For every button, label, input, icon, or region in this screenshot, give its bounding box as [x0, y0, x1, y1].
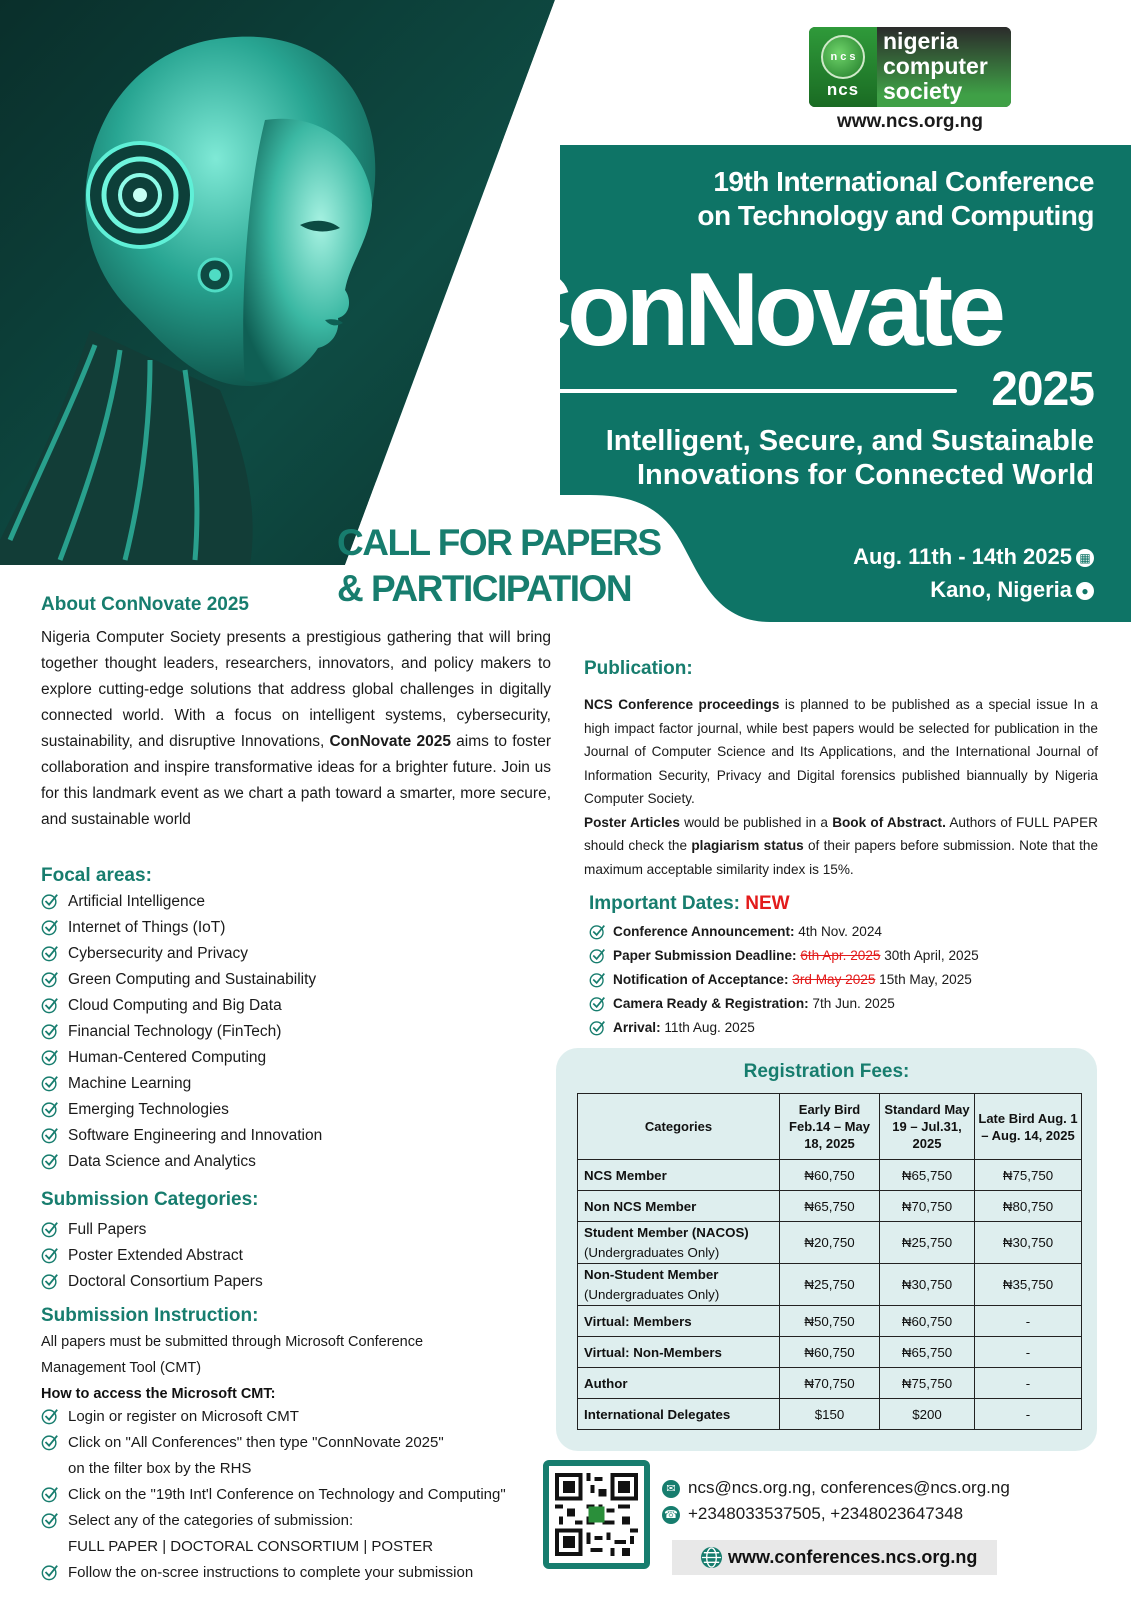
table-row — [578, 1368, 1082, 1399]
fee-early: $150 — [780, 1399, 880, 1430]
fee-category: NCS Member — [578, 1160, 780, 1191]
location-pin-icon: ● — [1076, 582, 1094, 600]
list-item — [41, 967, 322, 993]
connovate-wordmark: ConNovate — [497, 252, 1001, 368]
registration-fees-heading: Registration Fees: — [743, 1061, 910, 1082]
list-item — [41, 1430, 506, 1482]
conference-title-line2: on Technology and Computing — [697, 200, 1094, 231]
step-line1: Click on the "19th Int'l Conference on Technology and Computing" — [68, 1486, 506, 1503]
table-row — [578, 1337, 1082, 1368]
list-item — [41, 1123, 322, 1149]
list-item — [41, 1097, 322, 1123]
date-value: 11th Aug. 2025 — [660, 1020, 755, 1035]
date-label: Camera Ready & Registration: — [613, 996, 809, 1011]
check-badge-icon — [41, 1126, 59, 1144]
category-label: Full Papers — [68, 1221, 147, 1238]
table-row — [578, 1399, 1082, 1430]
focal-areas-heading: Focal areas: — [41, 865, 152, 886]
qr-code-pattern — [555, 1472, 638, 1557]
check-badge-icon — [41, 1485, 59, 1503]
publication-paragraph2 — [584, 811, 1098, 882]
list-item — [41, 1404, 506, 1430]
fee-standard: ₦65,750 — [880, 1337, 975, 1368]
check-badge-icon — [41, 1022, 59, 1040]
date-value: 30th April, 2025 — [880, 948, 979, 963]
focal-area-label: Machine Learning — [68, 1075, 192, 1092]
focal-area-label: Emerging Technologies — [68, 1101, 229, 1118]
submission-categories-heading: Submission Categories: — [41, 1189, 259, 1210]
list-item — [41, 1482, 506, 1508]
ncs-logo — [809, 27, 1011, 107]
fee-standard: ₦70,750 — [880, 1191, 975, 1222]
header-standard: Standard May 19 – Jul.31, 2025 — [880, 1094, 975, 1160]
contact-phone-text[interactable]: +2348033537505, +2348023647348 — [688, 1504, 964, 1523]
list-item — [41, 1071, 322, 1097]
focal-area-label: Financial Technology (FinTech) — [68, 1023, 282, 1040]
table-row — [578, 1264, 1082, 1306]
phone-icon: ☎ — [662, 1506, 680, 1524]
calendar-icon: ▦ — [1076, 549, 1094, 567]
check-badge-icon — [41, 1511, 59, 1529]
event-location — [853, 573, 1094, 606]
list-item — [41, 1149, 322, 1175]
table-row — [578, 1191, 1082, 1222]
publication-heading: Publication: — [584, 658, 693, 679]
fee-early: ₦50,750 — [780, 1306, 880, 1337]
check-badge-icon — [41, 1246, 59, 1264]
list-item — [41, 889, 322, 915]
website-text[interactable]: www.conferences.ncs.org.ng — [728, 1547, 978, 1567]
about-heading: About ConNovate 2025 — [41, 594, 249, 615]
focal-area-label: Human-Centered Computing — [68, 1049, 267, 1066]
pub-bold: Poster Articles — [584, 814, 680, 830]
submission-categories-list — [41, 1217, 263, 1295]
theme-line1: Intelligent, Secure, and Sustainable — [605, 425, 1094, 457]
check-badge-icon — [589, 995, 606, 1012]
fee-late: - — [975, 1337, 1082, 1368]
table-header-row — [578, 1094, 1082, 1160]
fee-category: Virtual: Members — [578, 1306, 780, 1337]
cfp-line2: & PARTICIPATION — [337, 568, 632, 609]
important-dates-heading — [589, 893, 790, 915]
focal-area-label: Internet of Things (IoT) — [68, 919, 226, 936]
registration-fees-table — [577, 1093, 1082, 1430]
theme-line2: Innovations for Connected World — [636, 459, 1094, 491]
fee-late: - — [975, 1306, 1082, 1337]
check-badge-icon — [589, 923, 606, 940]
pub-text: is planned to be published as a special issue In a high impact factor journal, while best papers would be selected for publication in the Journal of Computer Science and Its Applications, and the International Journal of Information Security, Privacy and Digital forensics published biannually by Nigeria Computer Society. — [584, 697, 1098, 806]
check-badge-icon — [41, 996, 59, 1014]
focal-area-label: Green Computing and Sustainability — [68, 971, 317, 988]
logo-name-line2: computer — [883, 53, 988, 79]
check-badge-icon — [41, 918, 59, 936]
pub-text: of their papers before submission. Note that the maximum acceptable similarity index is 15%. — [584, 838, 1099, 877]
mail-icon: ✉ — [662, 1480, 680, 1498]
check-badge-icon — [41, 1407, 59, 1425]
fee-category: Author — [578, 1368, 780, 1399]
cmt-steps-list — [41, 1404, 506, 1586]
old-date: 6th Apr. 2025 — [800, 948, 881, 963]
event-location-text: Kano, Nigeria — [930, 577, 1072, 602]
fee-standard: ₦30,750 — [880, 1264, 975, 1306]
ncs-logo-badge — [809, 27, 877, 107]
date-value: 7th Jun. 2025 — [808, 996, 895, 1011]
cfp-line1: CALL FOR PAPERS — [337, 522, 661, 563]
fee-late: ₦35,750 — [975, 1264, 1082, 1306]
list-item — [589, 992, 979, 1016]
list-item — [41, 993, 322, 1019]
fee-category — [578, 1264, 780, 1306]
focal-area-label: Software Engineering and Innovation — [68, 1127, 323, 1144]
event-date-text: Aug. 11th - 14th 2025 — [853, 544, 1072, 569]
about-text-part1: Nigeria Computer Society presents a prestigious gathering that will bring together thought leaders, researchers, innovators, and policy makers to explore cutting-edge solutions that address global challenges in digitally connected world. With a focus on intelligent systems, cybersecurity, sustainability, and disruptive Innovations, — [41, 629, 551, 750]
pub-text: Authors of FULL PAPER should check the — [584, 814, 1098, 853]
pub-text: would be published in a — [679, 814, 833, 830]
check-badge-icon — [41, 1152, 59, 1170]
step-line1: Follow the on-scree instructions to complete your submission — [68, 1564, 474, 1581]
list-item — [589, 920, 979, 944]
step-line2: on the filter box by the RHS — [68, 1460, 252, 1477]
focal-area-label: Cybersecurity and Privacy — [68, 945, 249, 962]
pub-bold: NCS Conference proceedings — [584, 697, 780, 712]
check-badge-icon — [589, 947, 606, 964]
check-badge-icon — [41, 944, 59, 962]
publication-paragraph1 — [584, 693, 1098, 811]
table-row — [578, 1222, 1082, 1264]
step-line2: FULL PAPER | DOCTORAL CONSORTIUM | POSTER — [68, 1538, 434, 1555]
list-item — [41, 1045, 322, 1071]
conference-website[interactable] — [672, 1540, 997, 1575]
fee-category-note: (Undergraduates Only) — [584, 1244, 720, 1260]
date-label: Conference Announcement: — [613, 924, 795, 939]
list-item — [41, 1019, 322, 1045]
category-label: Doctoral Consortium Papers — [68, 1273, 263, 1290]
old-date: 3rd May 2025 — [792, 972, 876, 987]
submission-instruction-text: All papers must be submitted through Microsoft Conference Management Tool (CMT) — [41, 1334, 424, 1376]
logo-name-line1: nigeria — [883, 28, 959, 54]
cmt-access-heading: How to access the Microsoft CMT: — [41, 1386, 276, 1402]
list-item — [589, 944, 979, 968]
globe-icon — [700, 1546, 723, 1569]
check-badge-icon — [41, 1048, 59, 1066]
conference-title-line1: 19th International Conference — [713, 166, 1094, 197]
date-value: 4th Nov. 2024 — [794, 924, 882, 939]
ncs-badge-text: ncs — [826, 79, 860, 99]
robot-hero-image — [0, 0, 560, 565]
fee-late: ₦30,750 — [975, 1222, 1082, 1264]
logo-name-line3: society — [883, 78, 963, 104]
check-badge-icon — [589, 1019, 606, 1036]
fee-late: ₦80,750 — [975, 1191, 1082, 1222]
ncs-logo-name — [877, 27, 1011, 107]
contact-email-text[interactable]: ncs@ncs.org.ng, conferences@ncs.org.ng — [688, 1478, 1010, 1497]
list-item — [41, 1560, 506, 1586]
conference-title — [574, 165, 1094, 233]
contact-phone[interactable] — [662, 1504, 963, 1524]
robot-illustration — [0, 0, 560, 565]
date-value: 15th May, 2025 — [875, 972, 972, 987]
list-item — [41, 941, 322, 967]
fee-late: - — [975, 1368, 1082, 1399]
list-item — [41, 1508, 506, 1560]
focal-area-label: Artificial Intelligence — [68, 893, 205, 910]
important-dates-list — [589, 920, 979, 1040]
fee-early: ₦70,750 — [780, 1368, 880, 1399]
fee-category-name: Student Member (NACOS) — [584, 1224, 749, 1240]
ncs-globe-icon: n c s — [821, 35, 865, 79]
fee-category: International Delegates — [578, 1399, 780, 1430]
fee-early: ₦60,750 — [780, 1160, 880, 1191]
header-late-bird: Late Bird Aug. 1 – Aug. 14, 2025 — [975, 1094, 1082, 1160]
check-badge-icon — [589, 971, 606, 988]
pub-bold: Book of Abstract. — [832, 814, 946, 830]
fee-category-note: (Undergraduates Only) — [584, 1286, 720, 1302]
contact-email[interactable] — [662, 1478, 1010, 1498]
wordmark-year: 2025 — [991, 363, 1094, 416]
list-item — [41, 1269, 263, 1295]
header-categories: Categories — [578, 1094, 780, 1160]
header-early-bird: Early Bird Feb.14 – May 18, 2025 — [780, 1094, 880, 1160]
fee-standard: ₦65,750 — [880, 1160, 975, 1191]
date-label: Arrival: — [613, 1020, 661, 1035]
list-item — [41, 1217, 263, 1243]
check-badge-icon — [41, 970, 59, 988]
list-item — [589, 1016, 979, 1040]
focal-area-label: Data Science and Analytics — [68, 1153, 256, 1170]
about-text — [41, 625, 551, 833]
qr-code[interactable] — [543, 1460, 650, 1569]
fee-early: ₦20,750 — [780, 1222, 880, 1264]
category-label: Poster Extended Abstract — [68, 1247, 243, 1264]
new-badge: NEW — [745, 893, 790, 914]
date-label: Paper Submission Deadline: — [613, 948, 797, 963]
fee-late: - — [975, 1399, 1082, 1430]
focal-areas-list — [41, 889, 322, 1175]
fee-category: Non NCS Member — [578, 1191, 780, 1222]
step-line1: Click on "All Conferences" then type "ConnNovate 2025" — [68, 1434, 444, 1451]
check-badge-icon — [41, 1074, 59, 1092]
about-text-bold: ConNovate 2025 — [329, 733, 451, 750]
fee-late: ₦75,750 — [975, 1160, 1082, 1191]
focal-area-label: Cloud Computing and Big Data — [68, 997, 282, 1014]
fee-standard: ₦60,750 — [880, 1306, 975, 1337]
important-dates-title: Important Dates: — [589, 893, 740, 914]
fee-standard: ₦25,750 — [880, 1222, 975, 1264]
event-date — [853, 540, 1094, 573]
about-text-part2: aims to foster collaboration and inspire transformative ideas for a brighter future. Join us for this landmark event as we chart a path toward a smarter, more secure, and sustainable world — [41, 733, 551, 828]
fee-standard: ₦75,750 — [880, 1368, 975, 1399]
list-item — [589, 968, 979, 992]
date-location — [853, 540, 1094, 606]
pub-bold: plagiarism status — [691, 838, 804, 853]
step-line1: Select any of the categories of submission: — [68, 1512, 354, 1529]
fee-standard: $200 — [880, 1399, 975, 1430]
fee-category — [578, 1222, 780, 1264]
check-badge-icon — [41, 1433, 59, 1451]
publication-text — [584, 693, 1098, 881]
check-badge-icon — [41, 1272, 59, 1290]
fee-early: ₦60,750 — [780, 1337, 880, 1368]
check-badge-icon — [41, 1220, 59, 1238]
fee-category: Virtual: Non-Members — [578, 1337, 780, 1368]
check-badge-icon — [41, 1563, 59, 1581]
call-for-papers-heading — [337, 520, 667, 612]
list-item — [41, 1243, 263, 1269]
step-line1: Login or register on Microsoft CMT — [68, 1408, 299, 1425]
check-badge-icon — [41, 892, 59, 910]
fee-early: ₦25,750 — [780, 1264, 880, 1306]
ncs-url[interactable]: www.ncs.org.ng — [836, 111, 984, 132]
fee-early: ₦65,750 — [780, 1191, 880, 1222]
wordmark-underline — [525, 389, 957, 393]
table-row — [578, 1306, 1082, 1337]
conference-theme — [494, 424, 1094, 492]
fee-category-name: Non-Student Member — [584, 1266, 719, 1282]
check-badge-icon — [41, 1100, 59, 1118]
list-item — [41, 915, 322, 941]
submission-instruction-heading: Submission Instruction: — [41, 1305, 259, 1326]
table-row — [578, 1160, 1082, 1191]
date-label: Notification of Acceptance: — [613, 972, 789, 987]
